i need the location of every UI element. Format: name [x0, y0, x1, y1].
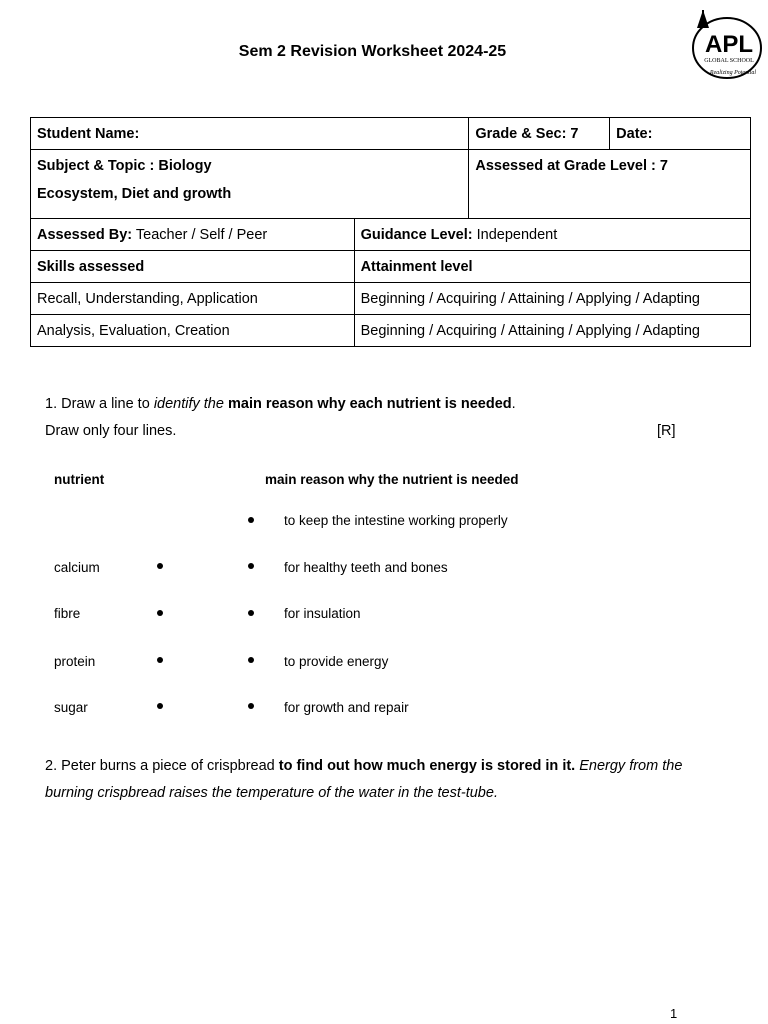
- skills-cell: Analysis, Evaluation, Creation: [31, 315, 355, 347]
- question1-mark: [R]: [657, 423, 676, 439]
- student-info-table: [30, 117, 751, 347]
- page-number: 1: [670, 1006, 678, 1021]
- attainment-cell: Beginning / Acquiring / Attaining / Applying / Adapting: [354, 315, 750, 347]
- grade-sec-cell: Grade & Sec: 7: [469, 118, 610, 150]
- nutrient-dot[interactable]: [157, 703, 163, 709]
- q1-text-italic: identify the: [153, 396, 224, 412]
- question1-instruction: [45, 396, 516, 412]
- reason-dot[interactable]: [248, 703, 254, 709]
- q2-text: 2. Peter burns a piece of crispbread: [45, 758, 279, 774]
- student-name-cell: Student Name:: [31, 118, 469, 150]
- reason-item: for healthy teeth and bones: [284, 560, 448, 575]
- reason-item: for growth and repair: [284, 700, 409, 715]
- reason-dot[interactable]: [248, 657, 254, 663]
- question2-text: [45, 753, 685, 807]
- nutrient-dot[interactable]: [157, 610, 163, 616]
- skills-header-cell: Skills assessed: [31, 251, 355, 283]
- assessed-by-cell: [31, 219, 355, 251]
- q2-text-bold: to find out how much energy is stored in it.: [278, 758, 576, 774]
- guidance-label: Guidance Level:: [360, 226, 473, 243]
- reason-item: for insulation: [284, 606, 361, 621]
- q2-text-italic: Energy from the burning crispbread raises the temperature of the water in the test-tube.: [45, 758, 683, 801]
- nutrient-column-header: nutrient: [54, 472, 105, 487]
- q1-text-bold: main reason why each nutrient is needed: [223, 396, 512, 412]
- reason-item: to provide energy: [284, 654, 389, 669]
- nutrient-item: fibre: [54, 606, 81, 621]
- logo-tagline: Realizing Potential: [709, 70, 757, 76]
- logo-text: APL: [705, 31, 753, 58]
- assessed-by-label: Assessed By:: [37, 226, 133, 243]
- nutrient-item: calcium: [54, 560, 100, 575]
- guidance-level-cell: [354, 219, 750, 251]
- reason-dot[interactable]: [248, 517, 254, 523]
- date-cell: Date:: [610, 118, 751, 150]
- subject-topic-cell: [31, 150, 469, 219]
- q1-text: 1. Draw a line to: [45, 396, 154, 412]
- subject-topic-text: Subject & Topic : Biology: [37, 158, 212, 174]
- page-title: Sem 2 Revision Worksheet 2024-25: [238, 43, 507, 60]
- nutrient-item: sugar: [54, 700, 88, 715]
- reason-item: to keep the intestine working properly: [284, 513, 508, 528]
- reason-dot[interactable]: [248, 563, 254, 569]
- nutrient-dot[interactable]: [157, 563, 163, 569]
- question1-line2: Draw only four lines.: [45, 423, 177, 439]
- attainment-cell: Beginning / Acquiring / Attaining / Applying / Adapting: [354, 283, 750, 315]
- assessed-grade-cell: Assessed at Grade Level : 7: [469, 150, 751, 219]
- skills-cell: Recall, Understanding, Application: [31, 283, 355, 315]
- logo-sub: GLOBAL SCHOOL: [704, 58, 754, 64]
- assessed-by-value: Teacher / Self / Peer: [132, 226, 268, 243]
- topic-line2-text: Ecosystem, Diet and growth: [37, 186, 232, 202]
- nutrient-item: protein: [54, 654, 96, 669]
- reason-dot[interactable]: [248, 610, 254, 616]
- school-logo: [683, 6, 765, 84]
- nutrient-dot[interactable]: [157, 657, 163, 663]
- attainment-header-cell: Attainment level: [354, 251, 750, 283]
- q1-text-end: .: [511, 396, 516, 412]
- reason-column-header: main reason why the nutrient is needed: [265, 472, 519, 487]
- guidance-value: Independent: [472, 226, 558, 243]
